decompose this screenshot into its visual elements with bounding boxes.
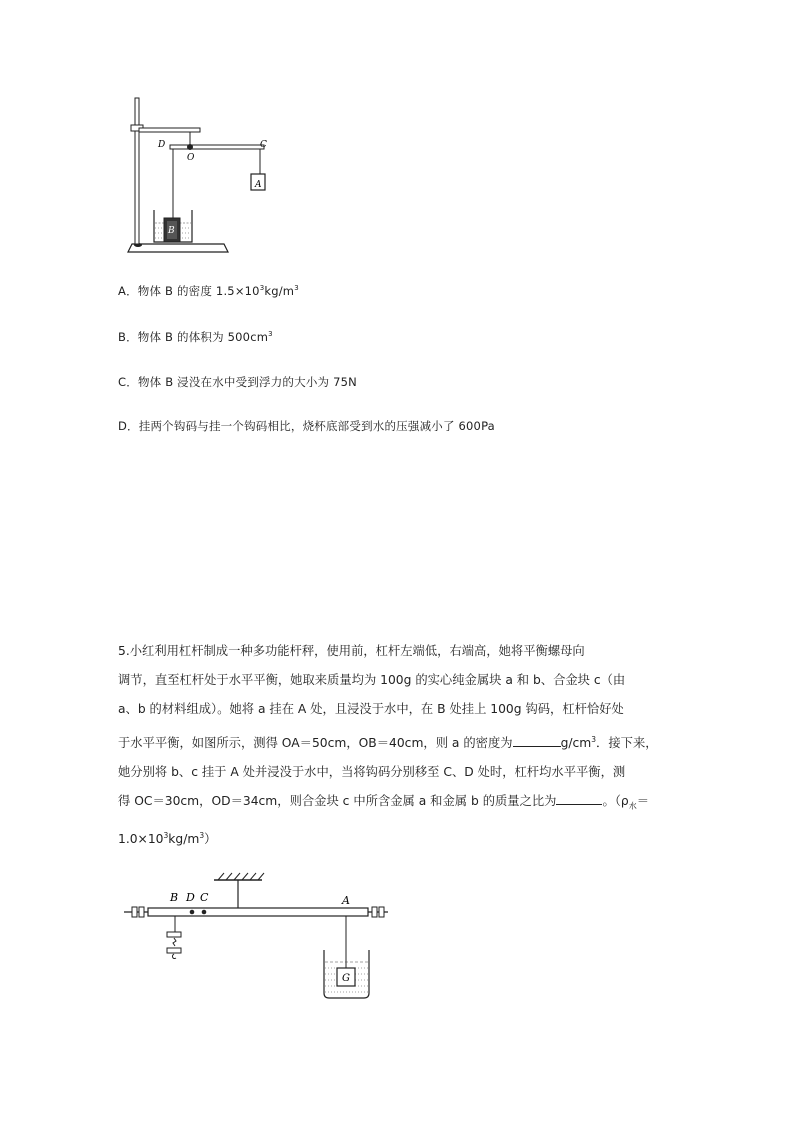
q5-line-7: $1.0\times 10^3kg/m^3$） (118, 830, 217, 846)
label-G: G (342, 973, 350, 984)
option-b: B．物体 B 的体积为 $500cm^3$ (118, 330, 273, 344)
label-O: O (187, 153, 195, 163)
option-c: C．物体 B 浸没在水中受到浮力的大小为 75N (118, 375, 357, 389)
q5-line-3: a、b 的材料组成）。她将 a 挂在 A 处，且浸没于水中，在 B 处挂上 100g 钩码，杠杆恰好处 (118, 702, 624, 717)
label-A: A (255, 180, 262, 190)
q5-line-5: 她分别将 b、c 挂于 A 处并浸没于水中，当将钩码分别移至 C、D 处时，杠杆均水平平衡，测 (118, 764, 626, 779)
q5-line-1: 5.小红利用杠杆制成一种多功能杆秤，使用前，杠杆左端低，右端高，她将平衡螺母向 (118, 644, 585, 658)
lever-stand-figure (120, 92, 290, 262)
q5-line-4: 于水平平衡，如图所示，测得 OA＝50cm，OB＝40cm，则 a 的密度为 $g/cm^3$．接下来， (118, 734, 658, 750)
q5-line-2: 调节，直至杠杆处于水平平衡，她取来质量均为 100g 的实心纯金属块 a 和 b、合金块 c（由 (118, 673, 626, 688)
label-A: A (342, 894, 350, 907)
question-5 (118, 637, 688, 854)
answer-blank-density[interactable] (513, 734, 561, 747)
label-D: D (158, 140, 166, 150)
lever-balance-figure (118, 868, 398, 1003)
label-C: C (200, 891, 209, 904)
option-a: A．物体 B 的密度 $1.5\times 10^3kg/m^3$ (118, 284, 299, 298)
label-B: B (170, 891, 179, 904)
q5-line-6: 得 OC＝30cm，OD＝34cm，则合金块 c 中所含金属 a 和金属 b 的质量之比为 。（$\rho_水=$ (118, 794, 650, 811)
label-B: B (168, 226, 175, 236)
label-C: C (260, 140, 267, 150)
answer-blank-ratio[interactable] (556, 792, 602, 805)
option-d: D．挂两个钩码与挂一个钩码相比，烧杯底部受到水的压强减小了 600Pa (118, 419, 495, 433)
label-D: D (186, 891, 195, 904)
